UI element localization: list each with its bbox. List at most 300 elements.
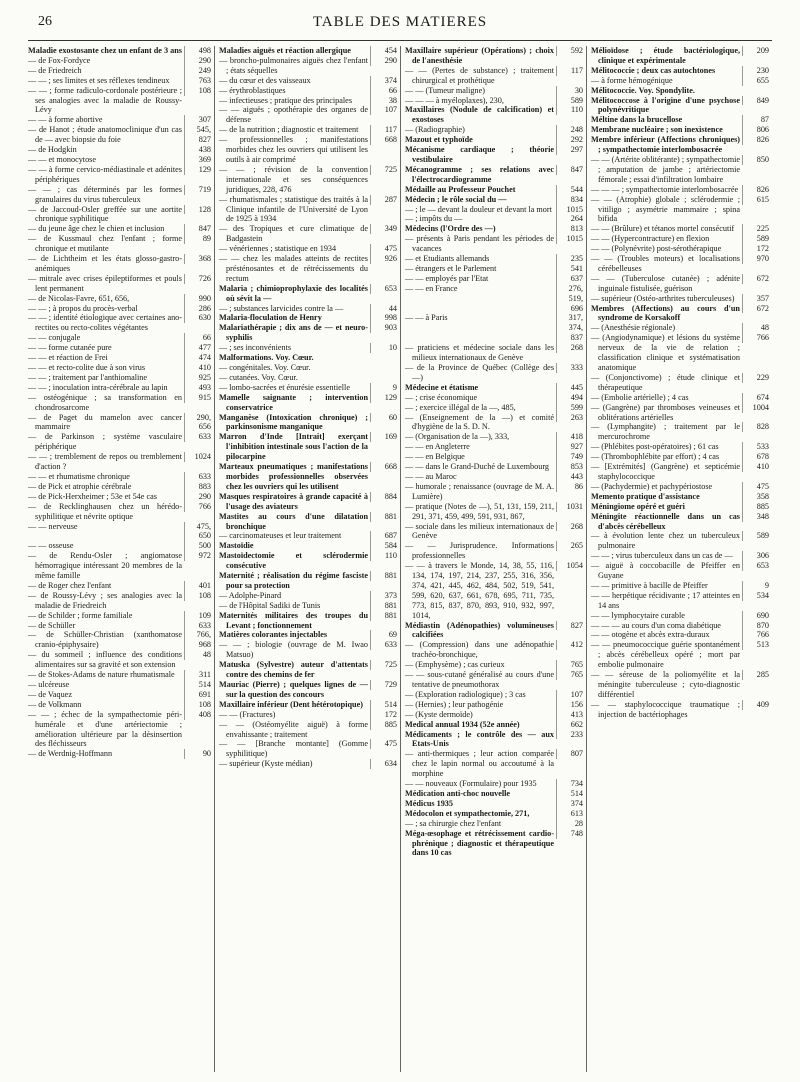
entry-text: — — (Tumeur maligne) <box>405 85 485 95</box>
entry-text: Matières colorantes injectables <box>219 630 328 640</box>
entry-text: — — ; traitement par l'anthiomaline <box>28 372 148 382</box>
index-entry <box>591 323 772 333</box>
entry-text: — (Radiographie) <box>405 125 465 135</box>
entry-page-ref: 533 <box>742 442 770 452</box>
entry-page-ref: 725 <box>370 165 398 175</box>
entry-text: — — (Ostéomyélite aiguë) à forme envahissante ; traitement <box>219 719 368 739</box>
entry-page-ref: 813 <box>556 224 584 234</box>
entry-text: — (Conjonctivome) ; étude clinique et thérapeutique <box>591 372 740 392</box>
entry-text: Mélioïdose ; étude bactériologique, clinique et expérimentale <box>591 46 740 65</box>
index-entry <box>405 621 586 641</box>
entry-text: — de Lichtheim et les états glosso-gastro-anémiques <box>28 254 182 273</box>
index-entry <box>405 145 586 165</box>
entry-page-ref: 475 <box>370 739 398 749</box>
index-entry <box>405 46 586 66</box>
entry-text: Médecine et étatisme <box>405 382 479 392</box>
entry-page-ref: 290, 656 <box>184 413 212 433</box>
index-entry <box>219 551 400 571</box>
index-entry <box>28 650 214 670</box>
entry-page-ref: 633 <box>184 621 212 631</box>
entry-page-ref: 285 <box>742 670 770 680</box>
entry-text: — — et rhumatisme chronique <box>28 471 130 481</box>
entry-text: — — dans le Grand-Duché de Luxembourg <box>405 462 550 472</box>
entry-text: Maxillaires (Nodule de calcification) et exostoses <box>405 105 554 125</box>
entry-text: — de Roger chez l'enfant <box>28 580 112 590</box>
index-entry <box>28 700 214 710</box>
entry-text: Mastoïdie <box>219 541 254 551</box>
index-entry <box>219 739 400 759</box>
index-entry <box>28 680 214 690</box>
entry-page-ref: 672 <box>742 304 770 314</box>
entry-text: — — aiguës ; opothérapie des organes de défense <box>219 105 368 125</box>
index-entry <box>405 502 586 522</box>
index-entry <box>28 541 214 551</box>
entry-page-ref: 734 <box>556 779 584 789</box>
index-entry <box>219 343 400 353</box>
entry-text: — (Phlébites post-opératoires) ; 61 cas <box>591 442 719 452</box>
entry-page-ref: 128 <box>184 205 212 215</box>
index-entry <box>219 462 400 492</box>
index-entry <box>219 254 400 284</box>
entry-text: Méningiome opéré et guéri <box>591 501 685 511</box>
entry-page-ref: 117 <box>370 125 398 135</box>
entry-text: Mazout et typhoïde <box>405 135 473 145</box>
entry-text: — de Stokes-Adams de nature rhumatismale <box>28 670 175 680</box>
entry-page-ref: 265 <box>556 541 584 551</box>
entry-text: — — otogène et abcès extra-duraux <box>591 630 710 640</box>
entry-page-ref: 849 <box>742 96 770 106</box>
index-entry <box>591 115 772 125</box>
entry-text: — et Etudiants allemands <box>405 254 490 264</box>
entry-text: — supérieur (Ostéo-arthrites tuberculeuses) <box>591 293 735 303</box>
index-entry <box>405 690 586 700</box>
entry-page-ref: 925 <box>184 373 212 383</box>
entry-text: — rhumatismales ; statistique des traités à la Clinique infantile de l'Université de Lyon de 1925 à 1934 <box>219 194 368 224</box>
index-entry <box>405 284 586 314</box>
index-entry <box>591 76 772 86</box>
index-entry <box>219 284 400 304</box>
entry-page-ref: 765 <box>556 660 584 670</box>
entry-text: — (Kyste dermoïde) <box>405 709 473 719</box>
entry-page-ref: 725 <box>370 660 398 670</box>
index-entry <box>28 86 214 116</box>
entry-page-ref: 129 <box>370 393 398 403</box>
entry-page-ref: 1054 <box>556 561 584 571</box>
index-entry <box>219 611 400 631</box>
entry-text: Médecin ; le rôle social du — <box>405 194 507 204</box>
entry-page-ref: 881 <box>370 512 398 522</box>
entry-page-ref: 107 <box>556 690 584 700</box>
entry-text: — du cœur et des vaisseaux <box>219 75 311 85</box>
entry-text: — carcinomateuses et leur traitement <box>219 531 342 541</box>
entry-page-ref: 691 <box>184 690 212 700</box>
entry-text: — — et recto-colite due à son virus <box>28 363 146 372</box>
entry-text: — — ; cas déterminés par les formes granulaires du virus tuberculeux <box>28 184 182 204</box>
index-entry <box>219 313 400 323</box>
entry-page-ref: 589 <box>556 96 584 106</box>
index-entry <box>28 145 214 155</box>
entry-text: — — nouveaux (Formulaire) pour 1935 <box>405 779 537 789</box>
entry-page-ref: 498 <box>184 46 212 56</box>
entry-page-ref: 287 <box>370 195 398 205</box>
entry-text: — — à travers le Monde, 14, 38, 55, 116, 134, 174, 197, 214, 237, 255, 316, 356, 374, 421, 445, 462, 484, 502, 519, 541, 599, 620, 637, 661, 678, 695, 711, 735, 773, 815, 837, 870, 893, 910, 932, 997, 1014, <box>405 561 554 620</box>
entry-page-ref: 828 <box>742 422 770 432</box>
entry-text: — lombo-sacrées et énurésie essentielle <box>219 382 350 392</box>
index-entry <box>405 274 586 284</box>
entry-page-ref: 268 <box>556 522 584 532</box>
index-entry <box>405 720 586 730</box>
index-entry <box>28 472 214 482</box>
index-entry <box>591 195 772 225</box>
entry-text: — — ; ses limites et ses réflexes tendineux <box>28 75 170 85</box>
entry-text: — de Kussmaul chez l'enfant ; forme chronique et mutilante <box>28 234 182 254</box>
entry-page-ref: 972 <box>184 551 212 561</box>
index-entry <box>591 96 772 116</box>
entry-text: — ; substances larvicides contre la — <box>219 303 344 313</box>
entry-text: — de la nutrition ; diagnostic et traitement <box>219 125 359 135</box>
index-entry <box>405 125 586 135</box>
page-title: TABLE DES MATIERES <box>312 14 488 30</box>
entry-text: — du sommeil ; influence des conditions alimentaires sur sa gravité et son extension <box>28 650 182 670</box>
entry-page-ref: 662 <box>556 720 584 730</box>
index-entry <box>405 413 586 433</box>
entry-page-ref: 766 <box>742 630 770 640</box>
entry-page-ref: 9 <box>370 383 398 393</box>
entry-page-ref: 541 <box>556 264 584 274</box>
entry-page-ref: 86 <box>556 482 584 492</box>
entry-page-ref: 589 <box>742 531 770 541</box>
index-entry <box>28 205 214 225</box>
entry-page-ref: 249 <box>184 66 212 76</box>
index-entry <box>405 105 586 125</box>
entry-page-ref: 885 <box>370 720 398 730</box>
entry-text: Médaille au Professeur Pouchet <box>405 184 516 194</box>
entry-page-ref: 970 <box>742 254 770 264</box>
entry-page-ref: 209 <box>742 46 770 56</box>
index-entry <box>219 353 400 363</box>
index-entry <box>591 244 772 254</box>
index-entry <box>591 512 772 532</box>
entry-page-ref: 927 <box>556 442 584 452</box>
entry-page-ref: 418 <box>556 432 584 442</box>
index-entry <box>405 462 586 472</box>
index-entry <box>591 462 772 482</box>
entry-page-ref: 500 <box>184 541 212 551</box>
entry-text: — infectieuses ; pratique des principales <box>219 95 353 105</box>
entry-page-ref: 513 <box>742 640 770 650</box>
entry-text: — de Rendu-Osler ; angiomatose hémorragique intéressant 20 membres de la même famille <box>28 551 182 581</box>
entry-text: — pratique (Notes de —), 51, 131, 159, 211, 291, 371, 459, 499, 591, 931, 867, <box>405 501 554 521</box>
entry-text: — de Hanot ; étude anatomoclinique d'un cas de — avec biopsie du foie <box>28 125 182 145</box>
index-entry <box>405 363 586 383</box>
entry-page-ref: 584 <box>370 541 398 551</box>
entry-text: — — herpétique récidivante ; 17 atteintes en 14 ans <box>591 590 740 610</box>
entry-page-ref: 678 <box>742 452 770 462</box>
entry-page-ref: 719 <box>184 185 212 195</box>
entry-page-ref: 401 <box>184 581 212 591</box>
index-entry <box>405 799 586 809</box>
index-entry <box>405 670 586 690</box>
entry-text: Mamelle saignante ; intervention conservatrice <box>219 392 368 412</box>
entry-text: Maxillaire supérieur (Opérations) ; choix de l'anesthésie <box>405 46 554 65</box>
index-entry <box>405 541 586 561</box>
entry-text: — de Schüller-Christian (xanthomatose cranio-épiphysaire) <box>28 630 182 650</box>
index-entry <box>219 195 400 225</box>
entry-text: — de Nicolas-Favre, 651, 656, <box>28 293 130 303</box>
entry-page-ref: 475 <box>370 244 398 254</box>
entry-page-ref: 881 <box>370 571 398 581</box>
index-entry <box>405 779 586 789</box>
entry-page-ref: 286 <box>184 304 212 314</box>
entry-page-ref: 998 <box>370 313 398 323</box>
index-entry <box>28 155 214 165</box>
index-entry <box>405 819 586 829</box>
index-entry <box>405 749 586 779</box>
index-entry <box>219 630 400 640</box>
entry-text: — aiguë à coccobacille de Pfeiffer en Guyane <box>591 561 740 581</box>
entry-text: Membres (Affections) au cours d'un syndrome de Korsakoff <box>591 303 740 323</box>
index-entry <box>405 234 586 254</box>
entry-page-ref: 263 <box>556 413 584 423</box>
entry-page-ref: 297 <box>556 145 584 155</box>
index-entry <box>219 710 400 720</box>
entry-page-ref: 883 <box>184 482 212 492</box>
entry-text: — — ; révision de la convention internationale et ses conséquences juridiques, 228, 476 <box>219 164 368 194</box>
entry-page-ref: 292 <box>556 135 584 145</box>
entry-text: — — ; virus tuberculeux dans un cas de — <box>591 551 733 561</box>
entry-text: — (Anesthésie régionale) <box>591 323 676 333</box>
entry-page-ref: 749 <box>556 452 584 462</box>
entry-page-ref: 38 <box>370 96 398 106</box>
entry-text: Méltine dans la brucellose <box>591 115 683 125</box>
entry-page-ref: 44 <box>370 304 398 314</box>
entry-text: — — Jurisprudence. Informations professionnelles <box>405 541 554 561</box>
entry-page-ref: 493 <box>184 383 212 393</box>
entry-text: Mastites au cours d'une dilatation bronchique <box>219 511 368 531</box>
entry-text: Memento pratique d'assistance <box>591 491 700 501</box>
entry-page-ref: 613 <box>556 809 584 819</box>
entry-page-ref: 807 <box>556 749 584 759</box>
entry-text: — — et monocytose <box>28 154 96 164</box>
entry-text: — — en Belgique <box>405 452 465 462</box>
index-entry <box>219 640 400 660</box>
index-entry <box>405 254 586 264</box>
index-entry <box>219 86 400 96</box>
index-column-1 <box>28 46 214 1072</box>
index-entry <box>28 304 214 314</box>
index-columns <box>28 46 772 1072</box>
entry-text: Malariathérapie ; dix ans de — et neuro-syphilis <box>219 323 368 343</box>
entry-page-ref: 881 <box>370 611 398 621</box>
entry-page-ref: 850 <box>742 155 770 165</box>
entry-page-ref: 633 <box>184 472 212 482</box>
entry-text: — — en France <box>405 283 458 293</box>
entry-page-ref: 668 <box>370 462 398 472</box>
entry-text: — (Pachydermie) et pachypériostose <box>591 481 713 491</box>
index-entry <box>28 353 214 363</box>
index-entry <box>405 710 586 720</box>
index-entry <box>405 343 586 363</box>
entry-page-ref: 514 <box>556 789 584 799</box>
index-entry <box>405 96 586 106</box>
entry-text: — — — au cours d'un coma diabétique <box>591 620 721 630</box>
entry-text: Mélitococcie. Voy. Spondylite. <box>591 85 695 95</box>
index-entry <box>591 254 772 274</box>
entry-page-ref: 534 <box>742 591 770 601</box>
index-entry <box>28 383 214 393</box>
index-entry <box>405 482 586 502</box>
entry-page-ref: 592 <box>556 46 584 56</box>
entry-text: — — — ; sympathectomie interlombosacrée <box>591 184 739 194</box>
entry-page-ref: 589 <box>742 234 770 244</box>
entry-text: — — staphylococcique traumatique ; injection de bactériophages <box>591 699 740 719</box>
entry-text: — (Thrombophlébite par effort) ; 4 cas <box>591 452 720 462</box>
entry-text: — — ; identité étiologique avec certaines ano-rectites ou recto-colites végétantes <box>28 313 182 333</box>
entry-page-ref: 514 <box>184 680 212 690</box>
entry-text: Membre inférieur (Affections chroniques) ; sympathectomie interlombosacrée <box>591 135 740 155</box>
entry-text: — ostéogénique ; sa transformation en chondrosarcome <box>28 392 182 412</box>
entry-page-ref: 108 <box>184 591 212 601</box>
index-entry <box>591 700 772 720</box>
entry-page-ref: 268 <box>556 343 584 353</box>
index-entry <box>591 304 772 324</box>
index-entry <box>591 125 772 135</box>
entry-page-ref: 544 <box>556 185 584 195</box>
index-entry <box>219 96 400 106</box>
entry-text: — — à Paris <box>405 313 448 323</box>
entry-page-ref: 48 <box>184 650 212 660</box>
entry-page-ref: 129 <box>184 165 212 175</box>
entry-page-ref: 726 <box>184 274 212 284</box>
entry-page-ref: 290 <box>370 56 398 66</box>
index-entry <box>405 452 586 462</box>
entry-text: — professionnelles ; manifestations morbides chez les ouvriers qui utilisent les outils à air comprimé <box>219 135 368 164</box>
entry-page-ref: 653 <box>370 284 398 294</box>
entry-page-ref: 30 <box>556 86 584 96</box>
index-entry <box>28 66 214 76</box>
entry-text: Maxillaire inférieur (Dent hétérotopique) <box>219 699 363 709</box>
entry-text: — de Werdnig-Hoffmann <box>28 749 113 759</box>
index-entry <box>591 155 772 185</box>
entry-page-ref: 172 <box>370 710 398 720</box>
entry-text: — (Enseignement de la —) et comité d'hygiène de la S. D. N. <box>405 412 554 432</box>
entry-page-ref: 674 <box>742 393 770 403</box>
entry-page-ref: 248 <box>556 125 584 135</box>
entry-page-ref: 834 <box>556 195 584 205</box>
entry-page-ref: 634 <box>370 759 398 769</box>
entry-page-ref: 655 <box>742 76 770 86</box>
entry-text: — (Organisation de la —), 333, <box>405 432 510 442</box>
index-entry <box>219 373 400 383</box>
entry-text: — — ; biologie (ouvrage de M. Iwao Matsuo) <box>219 640 368 660</box>
entry-text: — — nerveuse <box>28 521 78 531</box>
page-number: 26 <box>38 14 52 29</box>
entry-text: — (Lymphangite) ; traitement par le mercurochrome <box>591 422 740 442</box>
index-entry <box>591 531 772 551</box>
entry-page-ref: 410 <box>742 462 770 472</box>
entry-text: Mécanogramme ; ses relations avec l'électrocardiogramme <box>405 164 554 184</box>
entry-text: Maladies aiguës et réaction allergique <box>219 46 351 55</box>
entry-text: Manganèse (Intoxication chronique) ; parkinsonisme manganique <box>219 412 368 432</box>
entry-page-ref: 1004 <box>742 403 770 413</box>
index-entry <box>405 789 586 799</box>
index-entry <box>219 571 400 591</box>
entry-page-ref: 668 <box>370 135 398 145</box>
index-entry <box>28 224 214 234</box>
entry-page-ref: 1015 <box>556 234 584 244</box>
entry-text: — de Recklinghausen chez un hérédo-syphilitique et névrite optique <box>28 501 182 521</box>
entry-page-ref: 66 <box>370 86 398 96</box>
entry-page-ref: 765 <box>556 670 584 680</box>
index-entry <box>405 809 586 819</box>
entry-page-ref: 109 <box>184 611 212 621</box>
index-entry <box>405 730 586 750</box>
index-entry <box>405 185 586 195</box>
entry-text: — ; sa chirurgie chez l'enfant <box>405 818 502 828</box>
entry-text: Matuska (Sylvestre) auteur d'attentats contre des chemins de fer <box>219 660 368 680</box>
index-column-3 <box>400 46 586 1072</box>
entry-text: — de Roussy-Lévy ; ses analogies avec la maladie de Friedreich <box>28 590 182 610</box>
entry-page-ref: 806 <box>742 125 770 135</box>
entry-page-ref: 368 <box>184 254 212 264</box>
index-entry <box>591 482 772 492</box>
entry-text: — — (Pertes de substance) ; traitement chirurgical et prothétique <box>405 65 554 85</box>
entry-text: — mitrale avec crises épileptiformes et pouls lent permanent <box>28 273 182 293</box>
entry-page-ref: 1024 <box>184 452 212 462</box>
index-entry <box>219 76 400 86</box>
index-entry <box>405 383 586 393</box>
entry-page-ref: 687 <box>370 531 398 541</box>
index-entry <box>28 333 214 343</box>
index-entry <box>405 403 586 413</box>
entry-page-ref: 475, 650 <box>184 522 212 542</box>
entry-text: — présents à Paris pendant les périodes de vacances <box>405 234 554 254</box>
index-entry <box>405 393 586 403</box>
index-entry <box>591 640 772 670</box>
index-entry <box>219 135 400 165</box>
entry-page-ref: 408 <box>184 710 212 720</box>
entry-page-ref: 264 <box>556 214 584 224</box>
index-entry <box>591 670 772 700</box>
index-column-2 <box>214 46 400 1072</box>
index-entry <box>28 46 214 56</box>
index-entry <box>591 333 772 373</box>
index-entry <box>28 234 214 254</box>
entry-text: — cutanées. Voy. Cœur. <box>219 372 298 382</box>
index-entry <box>405 561 586 620</box>
entry-page-ref: 87 <box>742 115 770 125</box>
entry-text: — (Gangrène) par thromboses veineuses et oblitérations artérielles <box>591 402 740 422</box>
index-entry <box>219 492 400 512</box>
index-entry <box>219 601 400 611</box>
index-entry <box>28 294 214 304</box>
entry-page-ref: 672 <box>742 274 770 284</box>
entry-text: — de Friedreich <box>28 65 82 75</box>
index-entry <box>405 214 586 224</box>
entry-page-ref: 494 <box>556 393 584 403</box>
index-entry <box>405 313 586 343</box>
index-entry <box>28 630 214 650</box>
entry-page-ref: 117 <box>556 66 584 76</box>
index-entry <box>219 165 400 195</box>
header-rule <box>28 40 772 41</box>
index-entry <box>405 165 586 185</box>
entry-text: — — — à myéloplaxes), 230, <box>405 95 504 105</box>
index-entry <box>219 531 400 541</box>
index-entry <box>591 135 772 155</box>
entry-text: — (Angiodynamique) et lésions du système nerveux de la vie de relation ; classification clinique et systématisation anatomique <box>591 333 740 372</box>
index-entry <box>405 472 586 482</box>
